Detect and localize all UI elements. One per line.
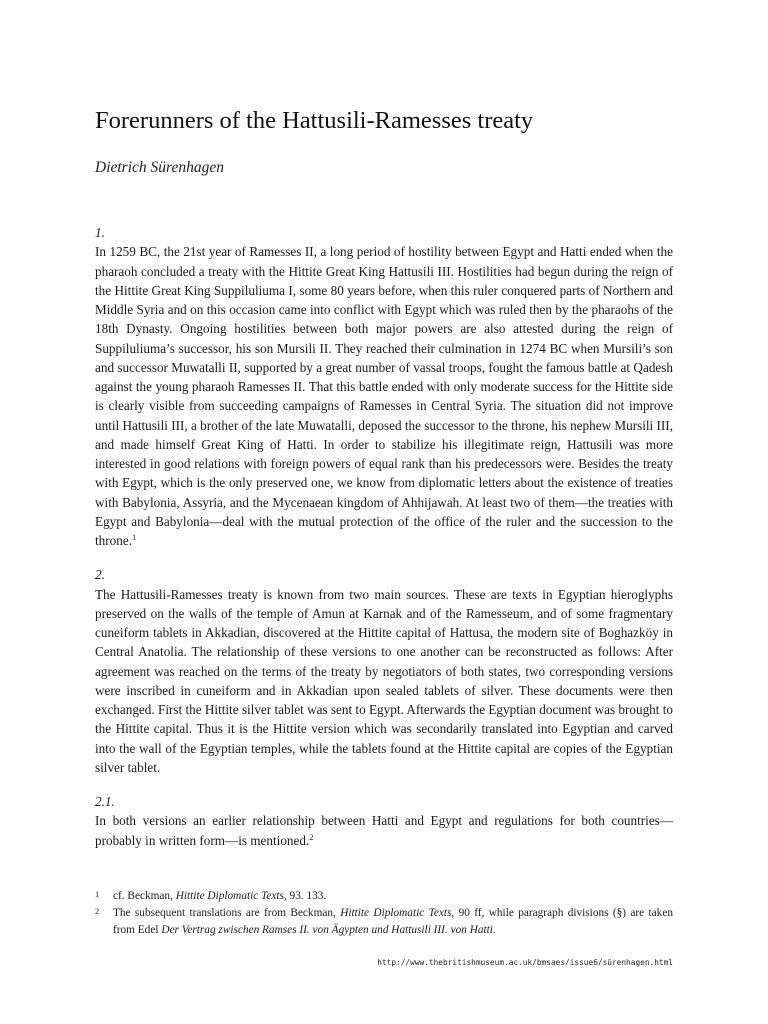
section-number: 1. [95, 225, 105, 240]
footnote-ref[interactable]: 1 [132, 532, 137, 542]
footnote-text-part: , 90 ff, while paragraph divisions (§) are taken from Edel [113, 907, 673, 936]
article-author: Dietrich Sürenhagen [95, 159, 224, 176]
section-paragraph [95, 242, 673, 550]
footnote-text-part: , 93. 133. [283, 890, 327, 902]
section-paragraph [95, 585, 673, 778]
footnotes [95, 888, 673, 939]
article-body [95, 223, 673, 850]
footnote [95, 905, 673, 939]
footnote [95, 888, 673, 905]
footnote-book-title: Der Vertrag zwischen Ramses II. von Ägypten und Hattusili III. von Hatti. [161, 924, 496, 936]
section-number: 2.1. [95, 794, 115, 809]
footnote-book-title: Hittite Diplomatic Texts [340, 907, 452, 919]
paragraph-text: In both versions an earlier relationship between Hatti and Egypt and regulations for both countries—probably in written form—is mentioned. [95, 813, 673, 848]
paragraph-text: In 1259 BC, the 21st year of Ramesses II, a long period of hostility between Egypt and Hatti ended when the pharaoh concluded a treaty with the Hittite Great King Hattusili III. Hostilities had begun during the reign of the Hittite Great King Suppiluliuma I, some 80 years before, when this ruler conquered parts of Northern and Middle Syria and on this occasion came into conflict with Egypt which was ruled then by the pharaohs of the 18th Dynasty. Ongoing hostilities between both major powers are also attested during the reign of Suppiluliuma’s successor, his son Mursili II. They reached their culmination in 1274 BC when Mursili’s son and successor Muwatalli II, supported by a great number of vassal troops, fought the famous battle at Qadesh against the young pharaoh Ramesses II. That this battle ended with only moderate success for the Hittite side is clearly visible from succeeding campaigns of Ramesses in Central Syria. The situation did not improve until Hattusili III, a brother of the late Muwatalli, deposed the successor to the throne, his nephew Mursili III, and made himself Great King of Hatti. In order to stabilize his illegitimate reign, Hattusili was more interested in good relations with foreign powers of equal rank than his predecessors were. Besides the treaty with Egypt, which is the only preserved one, we know from diplomatic letters about the existence of treaties with Babylonia, Assyria, and the Mycenaean kingdom of Ahhijawah. At least two of them—the treaties with Egypt and Babylonia—deal with the mutual protection of the office of the ruler and the succession to the throne. [95, 244, 673, 548]
article-title: Forerunners of the Hattusili-Ramesses treaty [95, 107, 534, 134]
footnote-mark: 2 [95, 906, 100, 916]
footnote-text-part: cf. Beckman, [113, 890, 176, 902]
footnote-text-part: The subsequent translations are from Beckman, [113, 907, 341, 919]
paragraph-text: The Hattusili-Ramesses treaty is known from two main sources. These are texts in Egyptian hieroglyphs preserved on the walls of the temple of Amun at Karnak and of the Ramesseum, and of some fragmentary cuneiform tablets in Akkadian, discovered at the Hittite capital of Hattusa, the modern site of Boghazköy in Central Anatolia. The relationship of these versions to one another can be reconstructed as follows: After agreement was reached on the terms of the treaty by negotiators of both states, two corresponding versions were inscribed in cuneiform and in Akkadian upon sealed tablets of silver. These documents were then exchanged. First the Hittite silver tablet was sent to Egypt. Afterwards the Egyptian document was brought to the Hittite capital. Thus it is the Hittite version which was secondarily translated into Egyptian and carved into the wall of the Egyptian temples, while the tablets found at the Hittite capital are copies of the Egyptian silver tablet. [95, 586, 673, 775]
footnote-ref[interactable]: 2 [309, 831, 314, 842]
footnote-book-title: Hittite Diplomatic Texts [175, 890, 284, 902]
section-paragraph [95, 811, 673, 850]
section-number: 2. [95, 567, 105, 583]
source-url[interactable]: http://www.thebritishmuseum.ac.uk/bmsaes/issue6/sürenhagen.html [377, 958, 673, 967]
footnote-text [113, 888, 673, 905]
footnote-mark: 1 [95, 889, 100, 899]
footnote-text [113, 905, 673, 939]
